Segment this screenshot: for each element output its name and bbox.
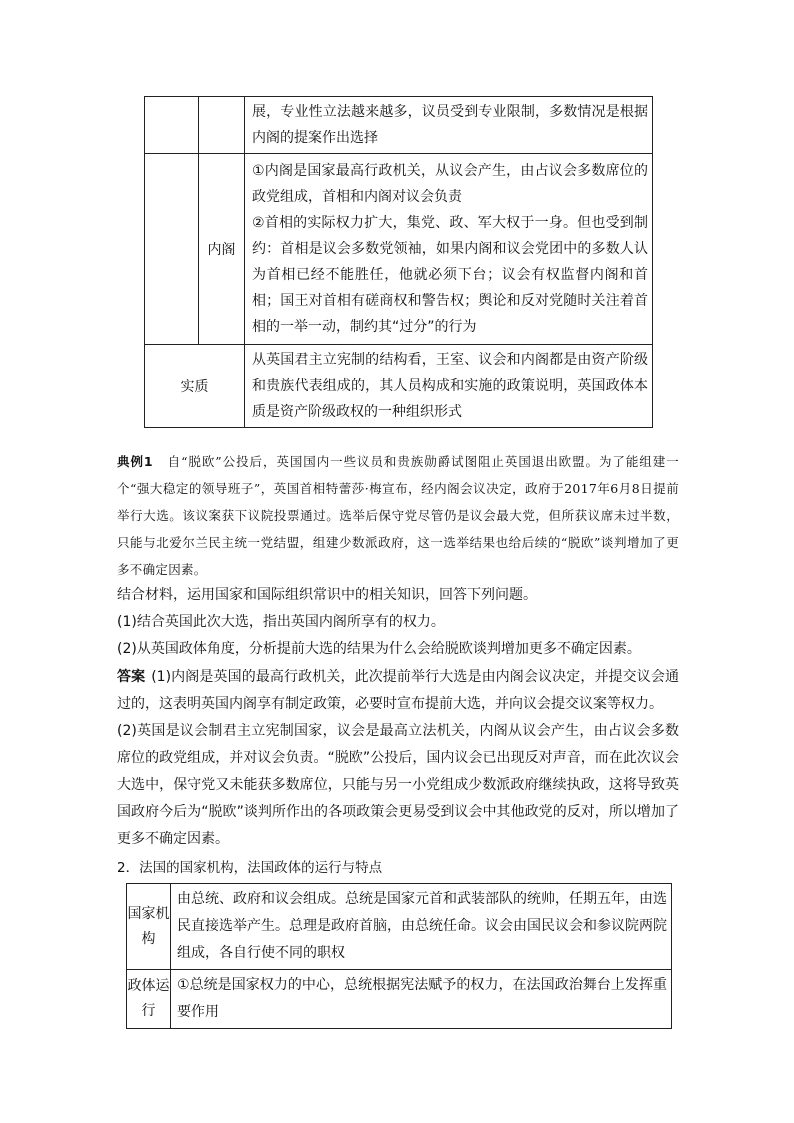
table-row (145, 345, 653, 428)
row-text: 展，专业性立法越来越多，议员受到专业限制，多数情况是根据内阁的提案作出选择 (252, 104, 648, 146)
cabinet-point-1: ①内阁是国家最高行政机关，从议会产生，由占议会多数席位的政党组成，首相和内阁对议会负责 (252, 163, 648, 205)
table-cell-text (245, 345, 653, 428)
table-cell (145, 154, 199, 345)
answer-1: (1)内阁是英国的最高行政机关，此次提前举行大选是由内阁会议决定，并提交议会通过的，这表明英国内阁享有制定政策，必要时宣布提前大选，并向议会提交议案等权力。 (117, 669, 679, 712)
example-text: 自“脱欧”公投后，英国国内一些议员和贵族勋爵试图阻止英国退出欧盟。为了能组建一个“强大稳定的领导班子”，英国首相特蕾莎·梅宣布，经内阁会议决定，政府于2017年6月8日提前举行大选。该议案获下议院投票通过。选举后保守党尽管仍是议会最大党，但所获议席未过半数，只能与北爱尔兰民主统一党结盟，组建少数派政府，这一选举结果也给后续的“脱欧”谈判增加了更多不确定因素。 (117, 454, 679, 577)
polity-operation-text: ①总统是国家权力的中心，总统根据宪法赋予的权力，在法国政治舞台上发挥重要作用 (177, 977, 667, 1020)
answer-block (117, 664, 679, 853)
answer-label: 答案 (117, 669, 146, 685)
state-organs-label: 国家机构 (127, 884, 171, 970)
example-label: 典例1 (117, 454, 153, 469)
essence-text: 从英国君主立宪制的结构看，王室、议会和内阁都是由资产阶级和贵族代表组成的，其人员构成和实施的政策说明，英国政体本质是资产阶级政权的一种组织形式 (252, 352, 648, 420)
table-row (127, 970, 672, 1029)
uk-polity-table (144, 96, 653, 428)
cabinet-label: 内阁 (199, 154, 245, 345)
question-2: (2)从英国政体角度，分析提前大选的结果为什么会给脱欧谈判增加更多不确定因素。 (117, 641, 641, 657)
question-intro: 结合材料，运用国家和国际组织常识中的相关知识，回答下列问题。 (117, 587, 537, 603)
state-organs-text: 由总统、政府和议会组成。总统是国家元首和武装部队的统帅，任期五年，由选民直接选举产生。总理是政府首脑，由总统任命。议会由国民议会和参议院两院组成，各自行使不同的职权 (177, 891, 667, 961)
table-cell (145, 97, 199, 154)
question-1: (1)结合英国此次大选，指出英国内阁所享有的权力。 (117, 614, 445, 630)
table-row (145, 97, 653, 154)
table-cell-text (171, 970, 672, 1029)
polity-operation-label: 政体运行 (127, 970, 171, 1029)
answer-2: (2)英国是议会制君主立宪制国家，议会是最高立法机关，内阁从议会产生，由占议会多数席位的政党组成，并对议会负责。“脱欧”公投后，国内议会已出现反对声音，而在此次议会大选中，保守党又未能获多数席位，只能与另一小党组成少数派政府继续执政，这将导致英国政府今后为“脱欧”谈判所作出的各项政策会更易受到议会中其他政党的反对，所以增加了更多不确定因素。 (117, 723, 679, 847)
table-cell (199, 97, 245, 154)
table-cell-text (245, 154, 653, 345)
section-heading: 2．法国的国家机构，法国政体的运行与特点 (117, 860, 383, 876)
table-row (127, 884, 672, 970)
table-cell-text (171, 884, 672, 970)
table-cell-text (245, 97, 653, 154)
example-block (117, 448, 679, 583)
france-polity-table (126, 883, 672, 1029)
cabinet-point-2: ②首相的实际权力扩大，集党、政、军大权于一身。但也受到制约：首相是议会多数党领袖，如果内阁和议会党团中的多数人认为首相已经不能胜任，他就必须下台；议会有权监督内阁和首相；国王对首相有磋商权和警告权；舆论和反对党随时关注着首相的一举一动，制约其“过分”的行为 (252, 215, 648, 335)
essence-label: 实质 (145, 345, 245, 428)
questions-block (117, 582, 679, 663)
table-row (145, 154, 653, 345)
